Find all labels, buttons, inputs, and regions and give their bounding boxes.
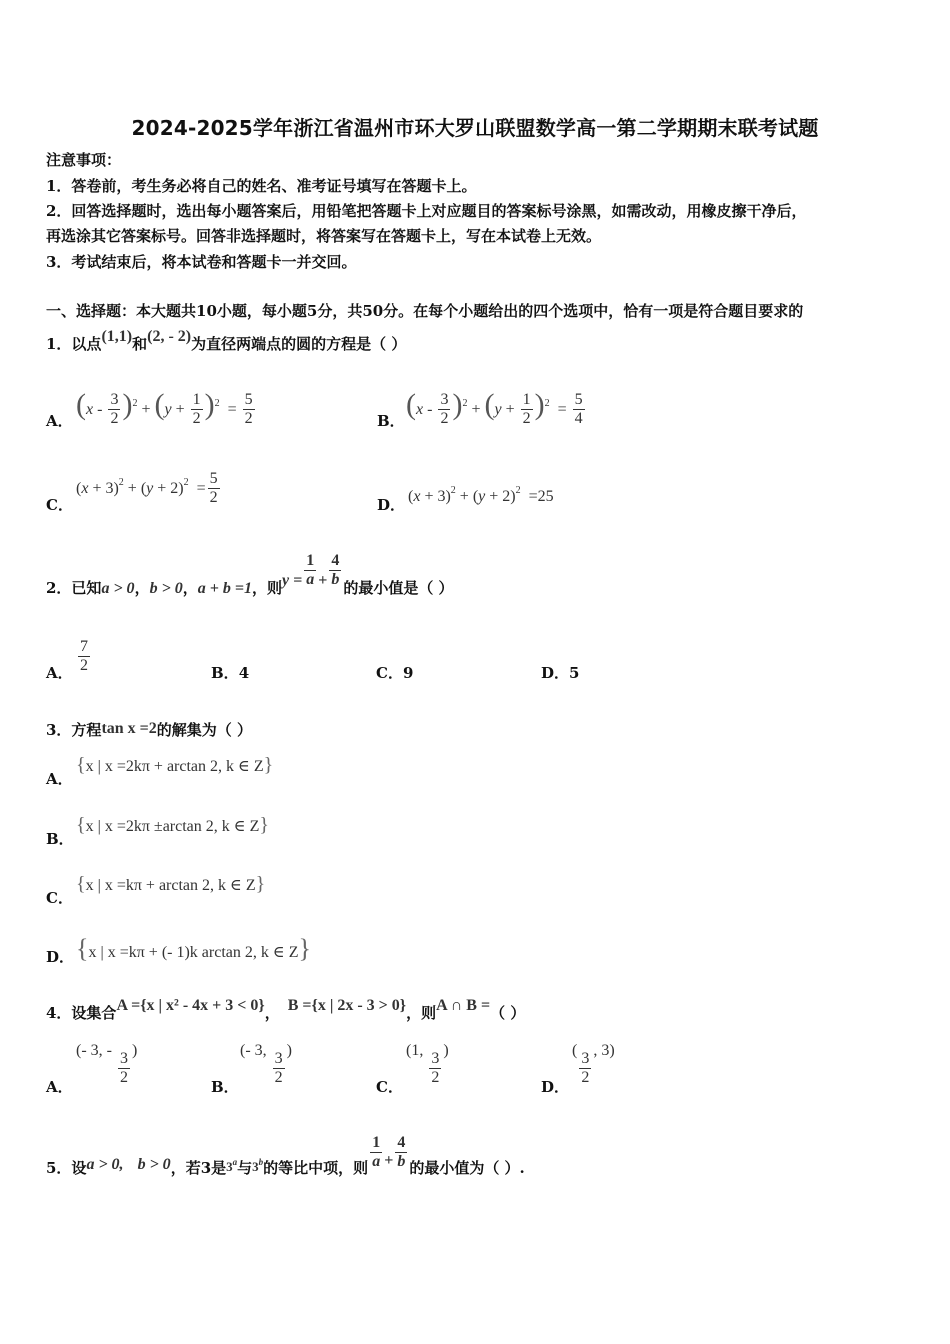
option-1c-expr: $(x + 3)^2 + (y + 2)^2$ = $\frac{5}{2}$: [76, 470, 218, 506]
option-label: A．: [46, 412, 73, 430]
option-label: C．: [46, 889, 73, 907]
option-2d: D．5: [541, 664, 580, 682]
option-2a-expr: $\frac{7}{2}$: [80, 638, 88, 674]
option-3b-expr: {x | x =2kπ ±arctan 2, k ∈ Z}: [76, 814, 269, 836]
point-2: (2, - 2): [147, 328, 192, 345]
notice-item: 再选涂其它答案标号。回答非选择题时，将答案写在答题卡上，写在本试卷上无效。: [46, 227, 602, 245]
option-label: D．: [541, 1078, 570, 1096]
question-number: 2．已知: [46, 579, 102, 597]
option-4c-expr: (1, $\frac{3}{2}$ ): [406, 1042, 449, 1086]
question-text: 的解集为（ ）: [156, 721, 253, 739]
option-4b-expr: (- 3, $\frac{3}{2}$ ): [240, 1042, 292, 1086]
question-number: 3．方程: [46, 721, 102, 739]
question-4: 4．设集合A ={x | x² - 4x + 3 < 0}， B ={x | 2x - 3 > 0}，则A ∩ B =（ ）: [46, 997, 526, 1022]
question-2: 2．已知a > 0，b > 0，a + b =1，则y = $\frac{1}{a}$ + $\frac{4}{b}$ 的最小值是（ ）: [46, 552, 454, 597]
notice-heading: 注意事项：: [46, 151, 122, 169]
question-number: 1．以点: [46, 335, 102, 353]
question-text: 的最小值是（ ）: [343, 579, 454, 597]
option-4d-expr: ( $\frac{3}{2}$ , 3): [572, 1042, 615, 1086]
option-2b: B．4: [211, 664, 250, 682]
option-label: C．: [46, 496, 73, 514]
option-3a-expr: {x | x =2kπ + arctan 2, k ∈ Z}: [76, 754, 274, 776]
option-label: D．: [377, 496, 406, 514]
option-label: C．: [376, 1078, 403, 1096]
notice-item: 3．考试结束后，将本试卷和答题卡一并交回。: [46, 253, 357, 271]
question-text: 为直径两端点的圆的方程是（ ）: [191, 335, 407, 353]
option-3c-expr: {x | x =kπ + arctan 2, k ∈ Z}: [76, 873, 266, 895]
question-number: 4．设集合: [46, 1004, 117, 1022]
notice-item: 1．答卷前，考生务必将自己的姓名、准考证号填写在答题卡上。: [46, 177, 477, 195]
question-text: 的最小值为（ ）.: [409, 1159, 525, 1177]
option-1a-expr: (x - $\frac{3}{2}$ )$^2$ + (y + $\frac{1}{2}$ )$^2$ = $\frac{5}{2}$: [76, 388, 253, 427]
option-label: A．: [46, 770, 73, 788]
option-label: A．: [46, 664, 73, 682]
notice-item: 2．回答选择题时，选出每小题答案后，用铅笔把答题卡上对应题目的答案标号涂黑，如需改动，用橡皮擦干净后，: [46, 202, 807, 220]
option-4a-expr: (- 3, - $\frac{3}{2}$ ): [76, 1042, 138, 1086]
question-3: 3．方程tan x =2的解集为（ ）: [46, 720, 253, 739]
option-1b-expr: (x - $\frac{3}{2}$ )$^2$ + (y + $\frac{1}{2}$ )$^2$ = $\frac{5}{4}$: [406, 388, 583, 427]
question-1: 1．以点(1,1)和(2, - 2)为直径两端点的圆的方程是（ ）: [46, 328, 407, 353]
page-title: 2024-2025学年浙江省温州市环大罗山联盟数学高一第二学期期末联考试题: [131, 116, 819, 140]
option-label: D．: [46, 948, 75, 966]
option-label: B．: [46, 830, 74, 848]
option-2c: C．9: [376, 664, 414, 682]
point-1: (1,1): [101, 328, 133, 345]
question-number: 5．设: [46, 1159, 87, 1177]
option-label: B．: [211, 1078, 239, 1096]
option-label: B．: [377, 412, 405, 430]
option-3d-expr: {x | x =kπ + (- 1)k arctan 2, k ∈ Z}: [76, 934, 311, 963]
question-text: （ ）: [490, 1004, 526, 1022]
option-1d-expr: $(x + 3)^2 + (y + 2)^2 =25$: [408, 485, 554, 505]
option-label: A．: [46, 1078, 73, 1096]
question-5: 5．设a > 0, b > 0，若3是3$^a$与3$^b$的等比中项，则 $\frac{1}{a}$ + $\frac{4}{b}$ 的最小值为（ ）.: [46, 1134, 525, 1177]
section-heading: 一、选择题：本大题共10小题，每小题5分，共50分。在每个小题给出的四个选项中，恰有一项是符合题目要求的: [46, 302, 804, 320]
